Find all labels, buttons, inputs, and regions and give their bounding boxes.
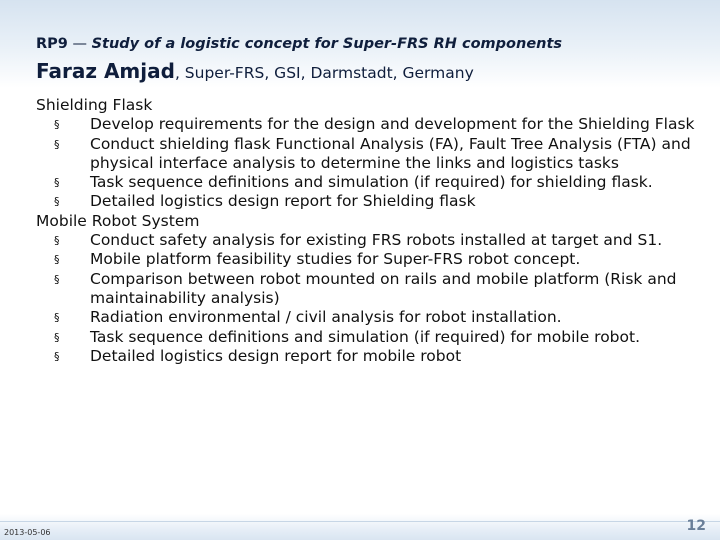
bullet-icon: § bbox=[54, 195, 60, 209]
author-line bbox=[36, 59, 474, 83]
list-item bbox=[54, 270, 696, 309]
bullet-icon: § bbox=[54, 118, 60, 132]
list-item-text: Conduct safety analysis for existing FRS robots installed at target and S1. bbox=[90, 231, 663, 250]
section-heading: Shielding Flask bbox=[36, 96, 153, 114]
bullet-icon: § bbox=[54, 349, 60, 363]
footer-band bbox=[0, 514, 720, 540]
list-item-text: Mobile platform feasibility studies for Super-FRS robot concept. bbox=[90, 250, 581, 269]
list-item bbox=[54, 231, 696, 250]
bullet-icon: § bbox=[54, 137, 60, 151]
list-item-text: Radiation environmental / civil analysis for robot installation. bbox=[90, 308, 562, 327]
list-item bbox=[54, 328, 696, 347]
list-item bbox=[54, 135, 696, 174]
bullet-icon: § bbox=[54, 330, 60, 344]
bullet-icon: § bbox=[54, 253, 60, 267]
bullet-icon: § bbox=[54, 234, 60, 248]
list-item-text: Comparison between robot mounted on rails and mobile platform (Risk and maintainability analysis) bbox=[90, 269, 677, 307]
list-item-text: Task sequence definitions and simulation (if required) for shielding flask. bbox=[90, 173, 653, 192]
title-separator: — bbox=[67, 36, 92, 52]
list-item bbox=[54, 250, 696, 269]
bullet-icon: § bbox=[54, 176, 60, 190]
page-number: 12 bbox=[686, 518, 706, 534]
list-item bbox=[54, 347, 696, 366]
bullet-icon: § bbox=[54, 311, 60, 325]
bullet-list bbox=[36, 231, 696, 366]
footer-divider bbox=[0, 521, 720, 522]
slide-content bbox=[36, 96, 696, 366]
list-item-text: Conduct shielding flask Functional Analysis (FA), Fault Tree Analysis (FTA) and physical interface analysis to determine the links and logistics tasks bbox=[90, 134, 691, 172]
author-name: Faraz Amjad bbox=[36, 59, 175, 83]
author-affiliation: , Super-FRS, GSI, Darmstadt, Germany bbox=[174, 64, 474, 82]
list-item-text: Task sequence definitions and simulation (if required) for mobile robot. bbox=[90, 327, 641, 346]
list-item-text: Detailed logistics design report for Shielding flask bbox=[90, 192, 476, 211]
list-item-text: Develop requirements for the design and development for the Shielding Flask bbox=[90, 115, 695, 134]
project-title-line bbox=[36, 36, 562, 52]
section-heading: Mobile Robot System bbox=[36, 211, 200, 230]
section-shielding-flask bbox=[36, 96, 696, 212]
list-item bbox=[54, 173, 696, 192]
bullet-list bbox=[36, 115, 696, 211]
project-title: Study of a logistic concept for Super-FRS RH components bbox=[91, 36, 563, 52]
section-mobile-robot-system bbox=[36, 212, 696, 366]
list-item bbox=[54, 115, 696, 134]
list-item-text: Detailed logistics design report for mobile robot bbox=[90, 346, 462, 365]
bullet-icon: § bbox=[54, 272, 60, 286]
footer-date: 2013-05-06 bbox=[4, 528, 51, 537]
list-item bbox=[54, 192, 696, 211]
project-code: RP9 bbox=[36, 36, 68, 52]
list-item bbox=[54, 308, 696, 327]
